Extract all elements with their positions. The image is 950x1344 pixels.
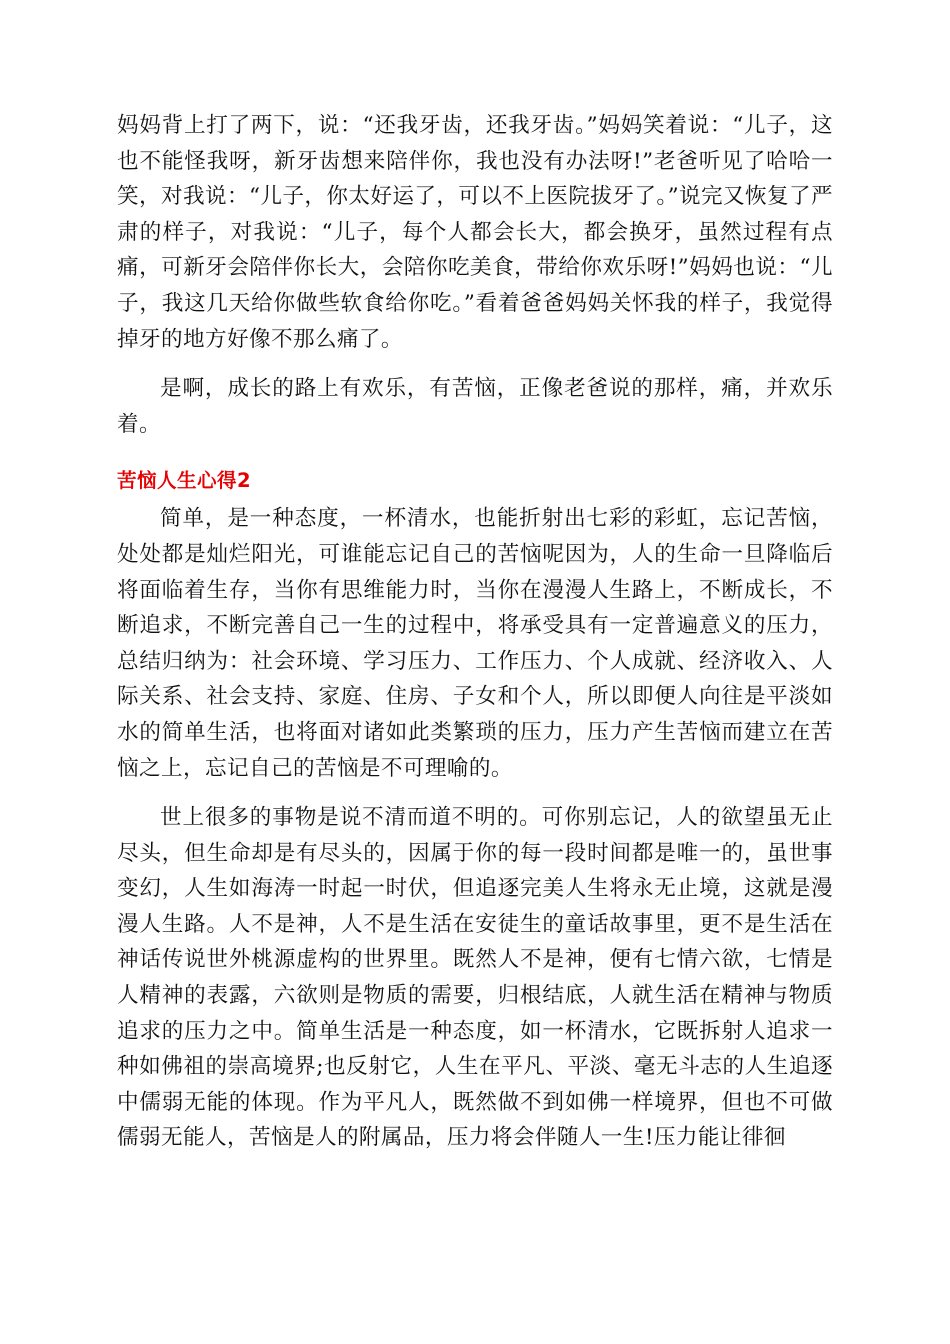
- document-page: [117, 108, 833, 1156]
- paragraph-life-pressure: 世上很多的事物是说不清而道不明的。可你别忘记，人的欲望虽无止尽头，但生命却是有尽头的，因属于你的每一段时间都是唯一的，虽世事变幻，人生如海涛一时起一时伏，但追逐完美人生将永无止境，这就是漫漫人生路。人不是神，人不是生活在安徒生的童话故事里，更不是生活在神话传说世外桃源虚构的世界里。既然人不是神，便有七情六欲，七情是人精神的表露，六欲则是物质的需要，归根结底，人就生活在精神与物质追求的压力之中。简单生活是一种态度，如一杯清水，它既拆射人追求一种如佛祖的崇高境界;也反射它，人生在平凡、平淡、毫无斗志的人生追逐中儒弱无能的体现。作为平凡人，既然做不到如佛一样境界，但也不可做儒弱无能人，苦恼是人的附属品，压力将会伴随人一生!压力能让徘徊: [117, 805, 833, 1151]
- section-heading: 苦恼人生心得2: [117, 469, 252, 493]
- paragraph-simple-attitude: 简单，是一种态度，一杯清水，也能折射出七彩的彩虹，忘记苦恼，处处都是灿烂阳光，可谁能忘记自己的苦恼呢因为，人的生命一旦降临后将面临着生存，当你有思维能力时，当你在漫漫人生路上，不断成长，不断追求，不断完善自己一生的过程中，将承受具有一定普遍意义的压力，总结归纳为：社会环境、学习压力、工作压力、个人成就、经济收入、人际关系、社会支持、家庭、住房、子女和个人，所以即便人向往是平淡如水的简单生活，也将面对诸如此类繁琐的压力，压力产生苦恼而建立在苦恼之上，忘记自己的苦恼是不可理喻的。: [117, 506, 833, 781]
- paragraph-tooth-story: 妈妈背上打了两下，说：“还我牙齿，还我牙齿。”妈妈笑着说：“儿子，这也不能怪我呀，新牙齿想来陪伴你，我也没有办法呀!”老爸听见了哈哈一笑，对我说：“儿子，你太好运了，可以不上医院拔牙了。”说完又恢复了严肃的样子，对我说：“儿子，每个人都会长大，都会换牙，虽然过程有点痛，可新牙会陪伴你长大，会陪你吃美食，带给你欢乐呀!”妈妈也说：“儿子，我这几天给你做些软食给你吃。”看着爸爸妈妈关怀我的样子，我觉得掉牙的地方好像不那么痛了。: [117, 113, 833, 352]
- paragraph-growth-conclusion: 是啊，成长的路上有欢乐，有苦恼，正像老爸说的那样，痛，并欢乐着。: [117, 376, 833, 437]
